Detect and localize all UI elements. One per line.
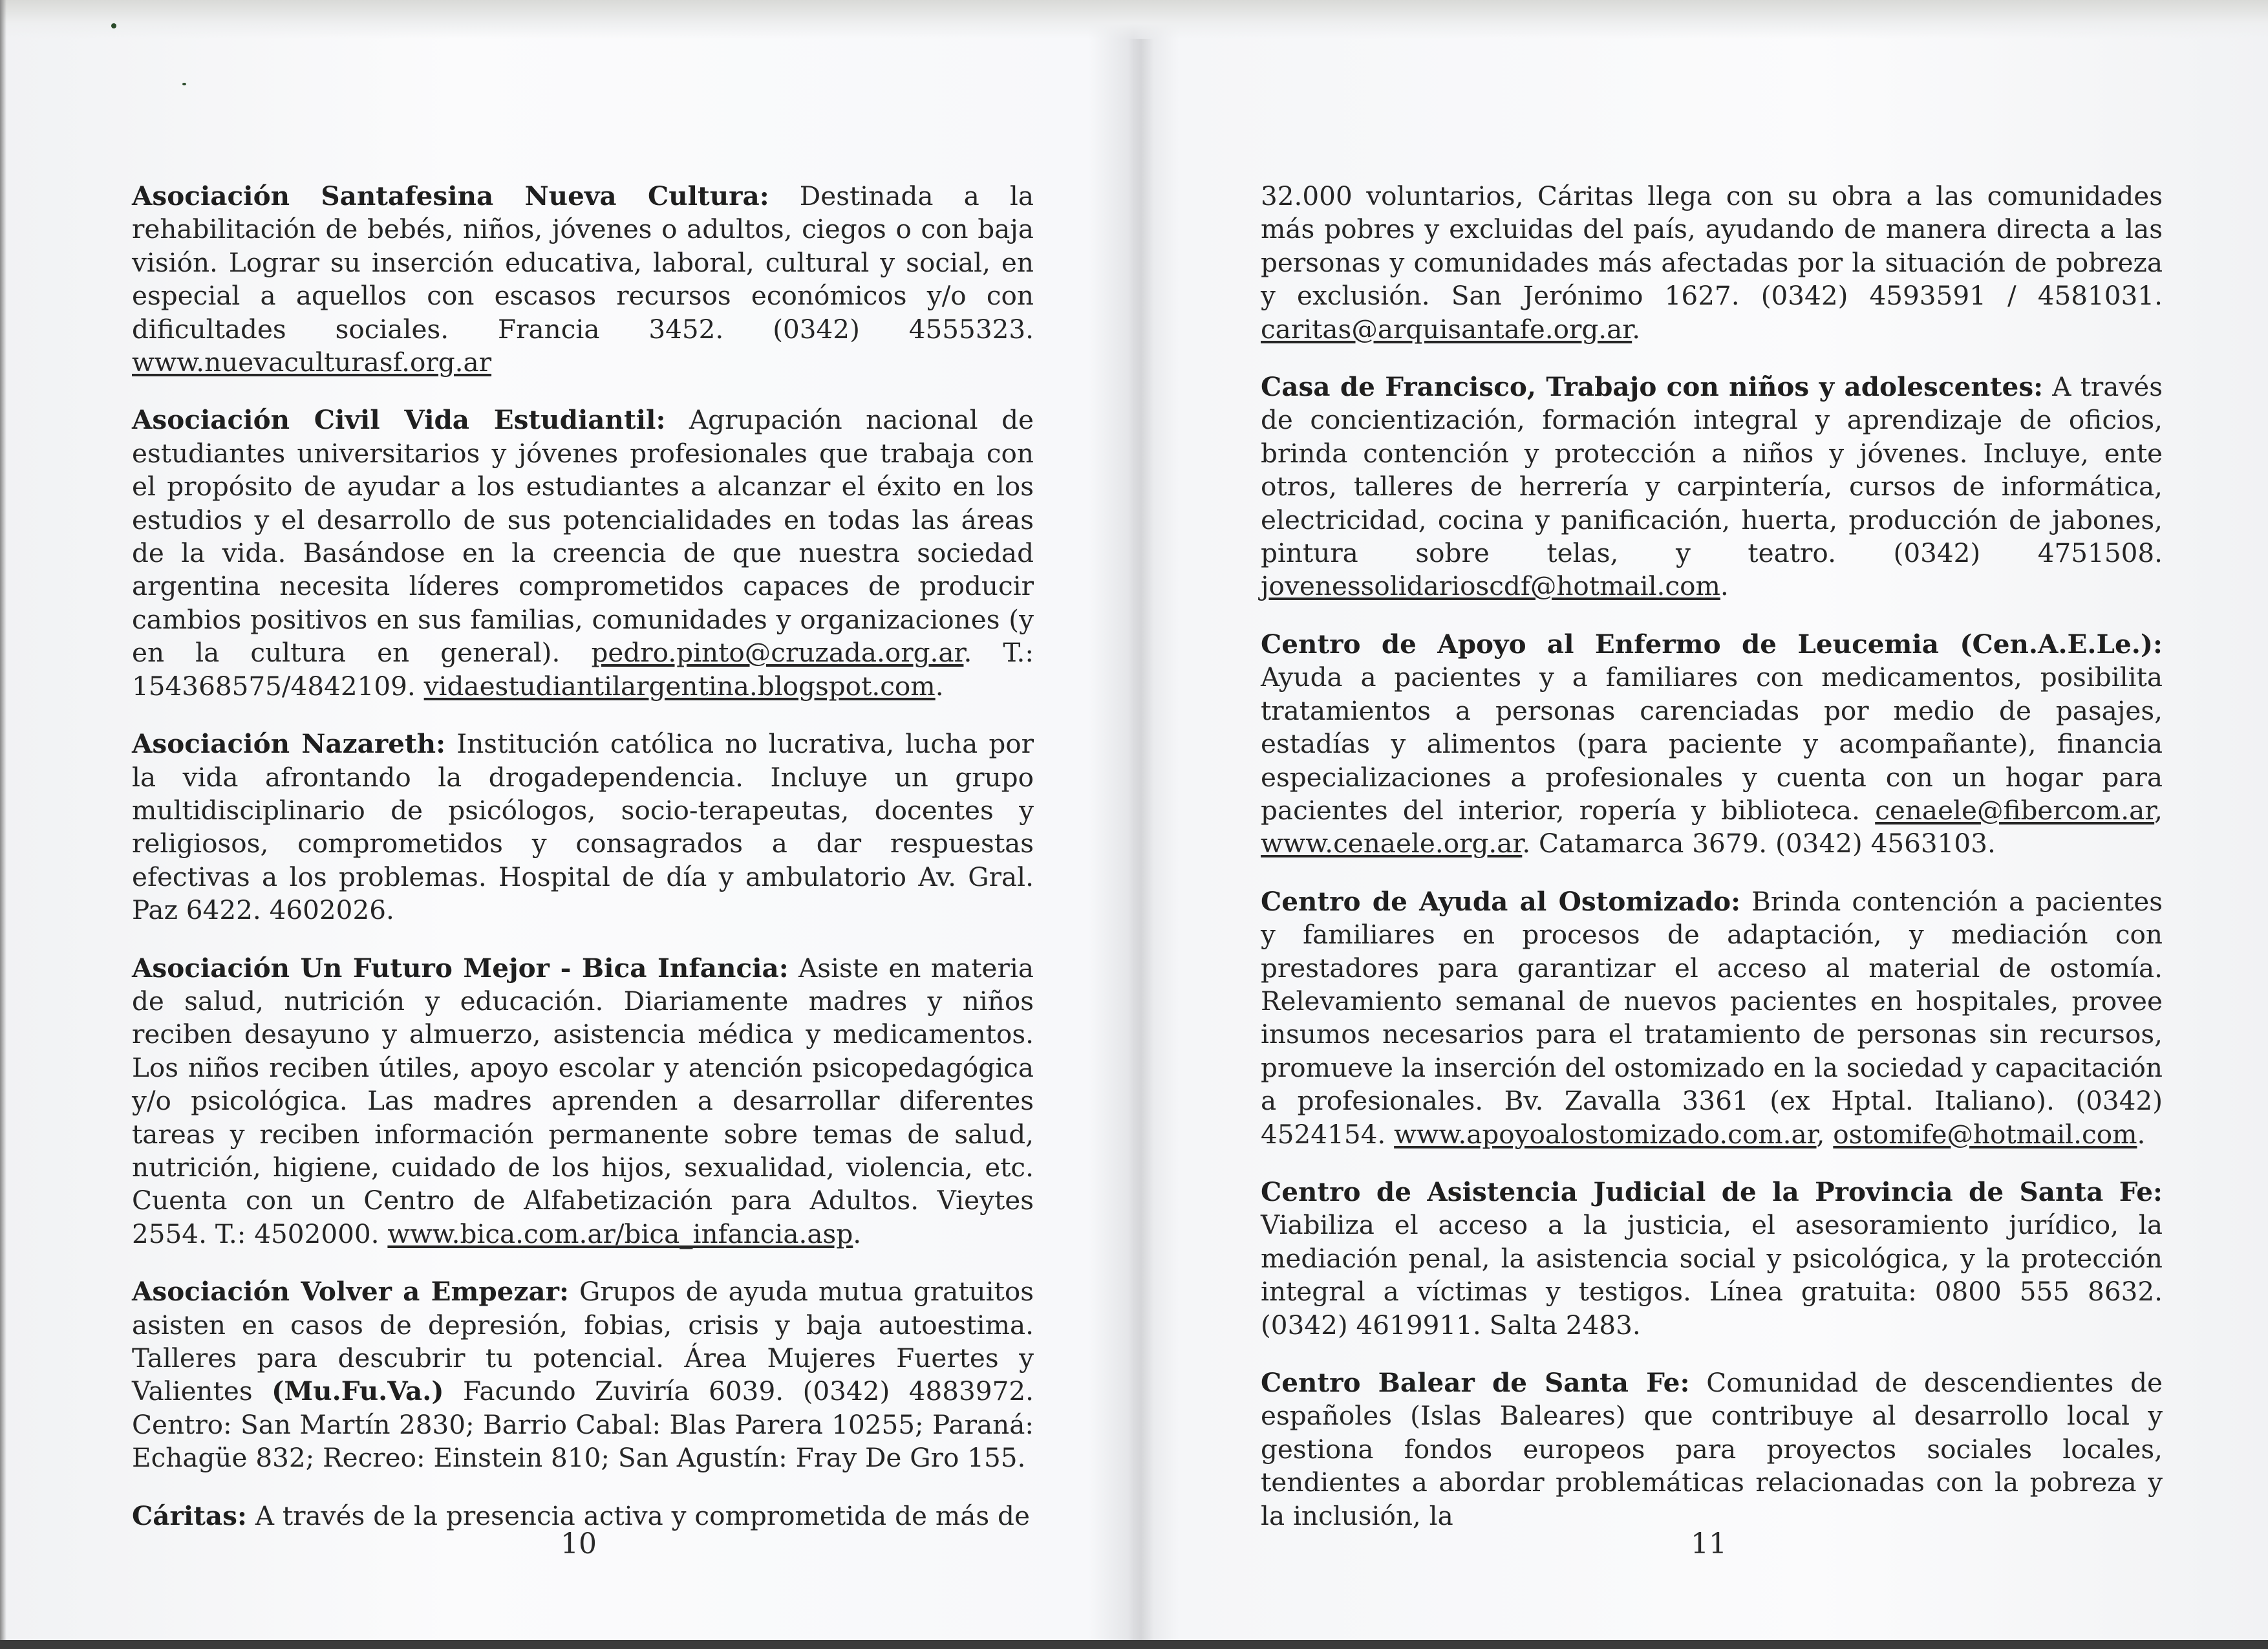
entry-asociacion-santafesina-nueva-cultura [132,180,1034,379]
entry-website-link[interactable]: www.cenaele.org.ar [1261,828,1523,859]
scan-bottom-edge [0,1640,2268,1649]
entry-asociacion-nazareth [132,727,1034,927]
entry-centro-balear [1261,1366,2163,1533]
entry-asociacion-un-futuro-mejor [132,952,1034,1251]
entry-text: Comunidad de descendientes de españoles (Islas Baleares) que contribuye al desarrollo local y gestiona fondos europeos para proyectos sociales locales, tendientes a abordar problemáticas relacionadas con la pobreza y la inclusión, la [1261,1367,2163,1531]
entry-title: Cáritas: [132,1500,247,1531]
entry-title: Asociación Un Futuro Mejor - Bica Infancia: [132,952,789,984]
entry-title: Centro de Apoyo al Enfermo de Leucemia (Cen.A.E.Le.): [1261,628,2163,660]
entry-text: Agrupación nacional de estudiantes universitarios y jóvenes profesionales que trabaja con el propósito de ayudar a los estudiantes a alcanzar el éxito en los estudios y el desarrollo de sus potencialidades en todas las áreas de la vida. Basándose en la creencia de que nuestra sociedad argentina necesita líderes comprometidos capaces de producir cambios positivos en sus familias, comunidades y organizaciones (y en la cultura en general). [132,404,1034,669]
entry-text: Asiste en materia de salud, nutrición y educación. Diariamente madres y niños reciben desayuno y almuerzo, asistencia médica y medicamentos. Los niños reciben útiles, apoyo escolar y atención psicopedagógica y/o psicológica. Las madres aprenden a desarrollar diferentes tareas y reciben información permanente sobre temas de salud, nutrición, higiene, cuidado de los hijos, sexualidad, violencia, etc. Cuenta con un Centro de Alfabetización para Adultos. Vieytes 2554. T.: 4502000. [132,952,1034,1249]
entry-email-link[interactable]: ostomife@hotmail.com [1833,1118,2137,1150]
entry-text-end: . [1720,570,1729,602]
entry-title: Asociación Volver a Empezar: [132,1276,569,1308]
entry-email-link[interactable]: pedro.pinto@cruzada.org.ar [591,637,964,669]
entry-website-link[interactable]: www.nuevaculturasf.org.ar [132,347,492,378]
entry-website-link[interactable]: www.apoyoalostomizado.com.ar [1394,1118,1817,1150]
entry-text-end: . [935,670,944,702]
entry-casa-de-francisco [1261,371,2163,603]
entry-title: Casa de Francisco, Trabajo con niños y adolescentes: [1261,371,2044,403]
entry-email-link[interactable]: caritas@arquisantafe.org.ar [1261,313,1632,345]
entry-website-link[interactable]: www.bica.com.ar/bica_infancia.asp [387,1218,853,1249]
entry-bold-abbreviation: (Mu.Fu.Va.) [272,1375,444,1407]
entry-title: Centro Balear de Santa Fe: [1261,1367,1690,1398]
entry-text: A través de la presencia activa y comprometida de más de [246,1500,1030,1531]
entry-text: A través de concientización, formación integral y aprendizaje de oficios, brinda contención y protección a niños y jóvenes. Incluye, ente otros, talleres de herrería y carpintería, cursos de informática, electricidad, cocina y panificación, huerta, producción de jabones, pintura sobre telas, y teatro. (0342) 4751508. [1261,371,2163,569]
entry-text-separator: , [2154,794,2163,826]
entry-text: Brinda contención a pacientes y familiares en procesos de adaptación, y mediación con prestadores para garantizar el acceso al material de ostomía. Relevamiento semanal de nuevos pacientes en hospitales, provee insumos necesarios para el tratamiento de personas sin recursos, promueve la inserción del ostomizado en la sociedad y capacitación a profesionales. Bv. Zavalla 3361 (ex Hptal. Italiano). (0342) 4524154. [1261,885,2163,1150]
entry-text-end: . [1632,313,1641,345]
entry-asociacion-civil-vida-estudiantil [132,404,1034,703]
entry-caritas-continuation [1261,180,2163,346]
entry-title: Asociación Nazareth: [132,728,446,760]
entry-text-end: . [2137,1118,2146,1150]
entry-centro-ayuda-ostomizado [1261,885,2163,1151]
entry-email-link[interactable]: cenaele@fibercom.ar [1875,794,2155,826]
entry-title: Centro de Asistencia Judicial de la Provincia de Santa Fe: [1261,1176,2163,1207]
entry-title: Centro de Ayuda al Ostomizado: [1261,885,1741,917]
entry-email-link[interactable]: jovenessolidarioscdf@hotmail.com [1261,570,1720,602]
entry-text-end: . [853,1218,862,1249]
entry-website-link[interactable]: vidaestudiantilargentina.blogspot.com [423,670,936,702]
page-number: 10 [561,1527,597,1560]
entry-text: Destinada a la rehabilitación de bebés, niños, jóvenes o adultos, ciegos o con baja visión. Lograr su inserción educativa, laboral, cultural y social, en especial a aquellos con escasos recursos económicos y/o con dificultades sociales. Francia 3452. (0342) 4555323. [132,180,1034,345]
entry-asociacion-volver-a-empezar [132,1275,1034,1474]
left-page-column [132,180,1034,1557]
entry-text-addresses: Facundo Zuviría 6039. (0342) 4883972. Centro: San Martín 2830; Barrio Cabal: Blas Parera 10255; Paraná: Echagüe 832; Recreo: Einstein 810; San Agustín: Fray De Gro 155. [132,1375,1034,1474]
right-page-column [1261,180,2163,1557]
page-number: 11 [1691,1527,1727,1560]
entry-text: Grupos de ayuda mutua gratuitos asisten en casos de depresión, fobias, crisis y baja autoestima. Talleres para descubrir tu potencial. Área Mujeres Fuertes y Valientes [132,1276,1034,1407]
entry-text: 32.000 voluntarios, Cáritas llega con su obra a las comunidades más pobres y excluidas del país, ayudando de manera directa a las personas y comunidades más afectadas por la situación de pobreza y exclusión. San Jerónimo 1627. (0342) 4593591 / 4581031. [1261,180,2163,312]
right-page [1134,0,2268,1649]
entry-text-separator: , [1816,1118,1834,1150]
entry-centro-asistencia-judicial [1261,1176,2163,1342]
entry-text: Ayuda a pacientes y a familiares con medicamentos, posibilita tratamientos a personas carenciadas por medio de pasajes, estadías y alimentos (para paciente y acompañante), financia especializaciones a profesionales y cuenta con un hogar para pacientes del interior, ropería y biblioteca. [1261,662,2163,826]
entry-title: Asociación Civil Vida Estudiantil: [132,404,666,436]
entry-text-phone: . T.: 154368575/4842109. [132,637,1034,702]
entry-text: Institución católica no lucrativa, lucha por la vida afrontando la drogadependencia. Incluye un grupo multidisciplinario de psicólogos, socio-terapeutas, docentes y religiosos, comprometidos y consagrados a dar respuestas efectivas a los problemas. Hospital de día y ambulatorio Av. Gral. Paz 6422. 4602026. [132,728,1034,926]
entry-text-end: . Catamarca 3679. (0342) 4563103. [1522,828,1996,859]
entry-title: Asociación Santafesina Nueva Cultura: [132,180,769,211]
entry-centro-apoyo-enfermo-leucemia [1261,628,2163,861]
entry-text: Viabiliza el acceso a la justicia, el asesoramiento jurídico, la mediación penal, la asistencia social y psicológica, y la protección integral a víctimas y testigos. Línea gratuita: 0800 555 8632. (0342) 4619911. Salta 2483. [1261,1209,2163,1341]
